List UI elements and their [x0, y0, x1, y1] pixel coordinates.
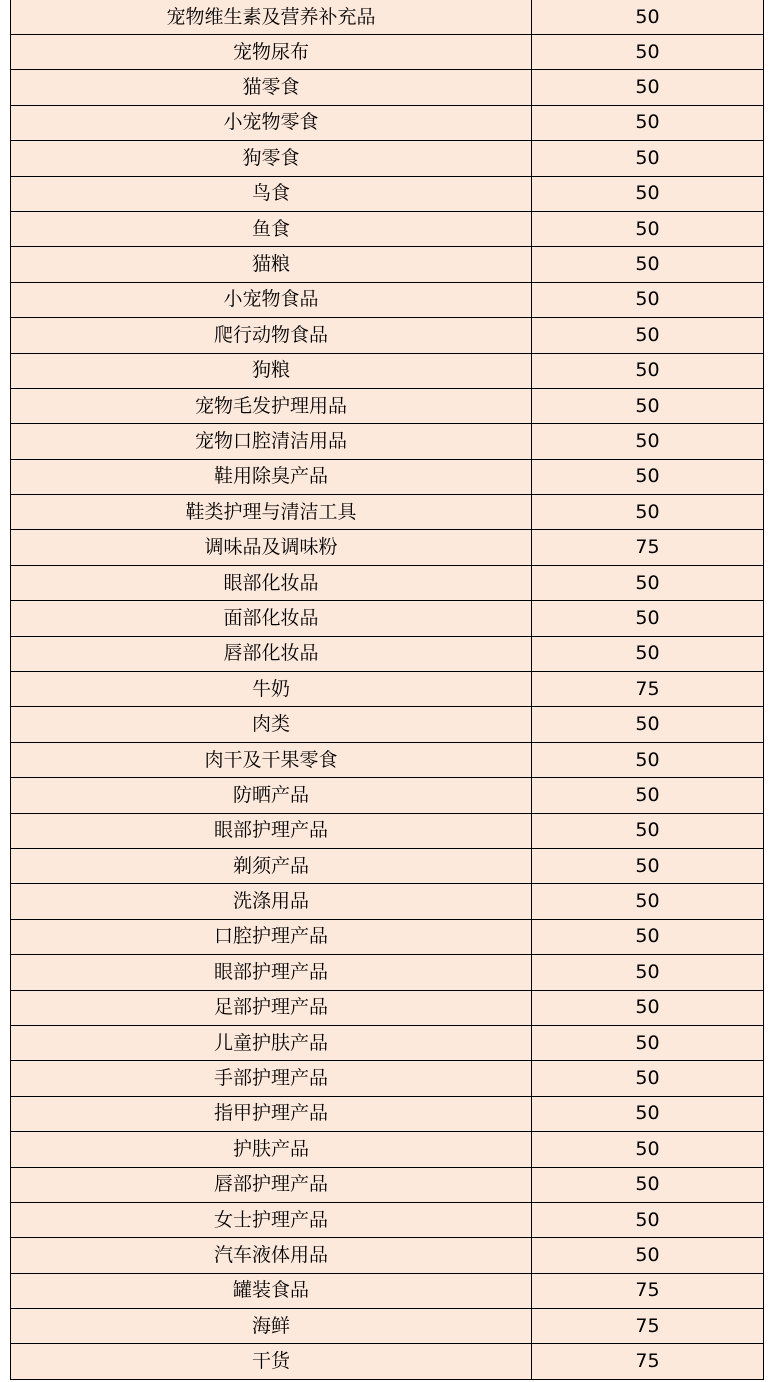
table-row — [11, 70, 764, 105]
category-cell: 鞋类护理与清洁工具 — [11, 495, 532, 530]
value-cell: 50 — [532, 0, 764, 35]
table-row — [11, 778, 764, 813]
value-cell: 50 — [532, 1132, 764, 1167]
value-cell: 50 — [532, 282, 764, 317]
category-cell: 猫零食 — [11, 70, 532, 105]
value-cell: 50 — [532, 353, 764, 388]
category-cell: 小宠物零食 — [11, 105, 532, 140]
value-cell: 50 — [532, 388, 764, 423]
table-row — [11, 1096, 764, 1131]
table-row — [11, 636, 764, 671]
table-row — [11, 35, 764, 70]
category-cell: 猫粮 — [11, 247, 532, 282]
value-cell: 50 — [532, 1025, 764, 1060]
table-row — [11, 388, 764, 423]
category-cell: 干货 — [11, 1344, 532, 1379]
category-cell: 肉类 — [11, 707, 532, 742]
value-cell: 50 — [532, 1167, 764, 1202]
category-cell: 防晒产品 — [11, 778, 532, 813]
table-row — [11, 1132, 764, 1167]
value-cell: 75 — [532, 1344, 764, 1379]
category-cell: 儿童护肤产品 — [11, 1025, 532, 1060]
table-row — [11, 353, 764, 388]
value-cell: 50 — [532, 459, 764, 494]
table-row — [11, 247, 764, 282]
table-row — [11, 1309, 764, 1344]
category-cell: 海鲜 — [11, 1309, 532, 1344]
value-cell: 50 — [532, 742, 764, 777]
value-cell: 50 — [532, 919, 764, 954]
table-row — [11, 672, 764, 707]
category-cell: 罐装食品 — [11, 1273, 532, 1308]
category-cell: 鱼食 — [11, 211, 532, 246]
value-cell: 50 — [532, 955, 764, 990]
value-cell: 50 — [532, 813, 764, 848]
table-row — [11, 211, 764, 246]
value-cell: 50 — [532, 601, 764, 636]
value-cell: 50 — [532, 1202, 764, 1237]
table-row — [11, 176, 764, 211]
value-cell: 50 — [532, 35, 764, 70]
category-cell: 眼部化妆品 — [11, 565, 532, 600]
value-cell: 50 — [532, 565, 764, 600]
category-cell: 牛奶 — [11, 672, 532, 707]
table-row — [11, 530, 764, 565]
value-cell: 50 — [532, 247, 764, 282]
value-cell: 50 — [532, 636, 764, 671]
category-cell: 鞋用除臭产品 — [11, 459, 532, 494]
table-row — [11, 884, 764, 919]
table-row — [11, 1025, 764, 1060]
table-row — [11, 459, 764, 494]
value-cell: 50 — [532, 848, 764, 883]
category-cell: 狗零食 — [11, 141, 532, 176]
category-cell: 爬行动物食品 — [11, 318, 532, 353]
value-cell: 50 — [532, 1061, 764, 1096]
category-cell: 宠物维生素及营养补充品 — [11, 0, 532, 35]
category-cell: 足部护理产品 — [11, 990, 532, 1025]
value-cell: 50 — [532, 1238, 764, 1273]
value-cell: 50 — [532, 105, 764, 140]
table-body — [11, 0, 764, 1379]
table-row — [11, 742, 764, 777]
table-row — [11, 424, 764, 459]
value-cell: 75 — [532, 1309, 764, 1344]
value-cell: 50 — [532, 707, 764, 742]
category-cell: 肉干及干果零食 — [11, 742, 532, 777]
table-row — [11, 990, 764, 1025]
value-cell: 50 — [532, 318, 764, 353]
category-cell: 唇部化妆品 — [11, 636, 532, 671]
category-cell: 眼部护理产品 — [11, 955, 532, 990]
category-cell: 面部化妆品 — [11, 601, 532, 636]
value-cell: 50 — [532, 176, 764, 211]
table-row — [11, 919, 764, 954]
value-cell: 75 — [532, 1273, 764, 1308]
table-row — [11, 601, 764, 636]
category-cell: 护肤产品 — [11, 1132, 532, 1167]
category-cell: 宠物口腔清洁用品 — [11, 424, 532, 459]
value-cell: 75 — [532, 530, 764, 565]
category-cell: 唇部护理产品 — [11, 1167, 532, 1202]
table-row — [11, 565, 764, 600]
category-cell: 狗粮 — [11, 353, 532, 388]
category-cell: 手部护理产品 — [11, 1061, 532, 1096]
category-cell: 口腔护理产品 — [11, 919, 532, 954]
table-row — [11, 141, 764, 176]
table-row — [11, 1344, 764, 1379]
category-cell: 眼部护理产品 — [11, 813, 532, 848]
value-cell: 50 — [532, 424, 764, 459]
category-cell: 宠物毛发护理用品 — [11, 388, 532, 423]
category-cell: 剃须产品 — [11, 848, 532, 883]
value-cell: 50 — [532, 70, 764, 105]
category-cell: 鸟食 — [11, 176, 532, 211]
table-row — [11, 1202, 764, 1237]
category-table — [10, 0, 764, 1380]
table-row — [11, 318, 764, 353]
category-cell: 宠物尿布 — [11, 35, 532, 70]
value-cell: 75 — [532, 672, 764, 707]
table-row — [11, 707, 764, 742]
table-row — [11, 1273, 764, 1308]
value-cell: 50 — [532, 778, 764, 813]
value-cell: 50 — [532, 495, 764, 530]
table-row — [11, 1167, 764, 1202]
value-cell: 50 — [532, 141, 764, 176]
category-cell: 调味品及调味粉 — [11, 530, 532, 565]
table-row — [11, 813, 764, 848]
category-cell: 女士护理产品 — [11, 1202, 532, 1237]
category-cell: 小宠物食品 — [11, 282, 532, 317]
value-cell: 50 — [532, 990, 764, 1025]
table-row — [11, 282, 764, 317]
table-row — [11, 495, 764, 530]
category-cell: 洗涤用品 — [11, 884, 532, 919]
value-cell: 50 — [532, 211, 764, 246]
table-row — [11, 848, 764, 883]
value-cell: 50 — [532, 1096, 764, 1131]
table-row — [11, 1238, 764, 1273]
table-row — [11, 0, 764, 35]
table-row — [11, 955, 764, 990]
value-cell: 50 — [532, 884, 764, 919]
category-cell: 指甲护理产品 — [11, 1096, 532, 1131]
category-cell: 汽车液体用品 — [11, 1238, 532, 1273]
table-row — [11, 105, 764, 140]
table-row — [11, 1061, 764, 1096]
